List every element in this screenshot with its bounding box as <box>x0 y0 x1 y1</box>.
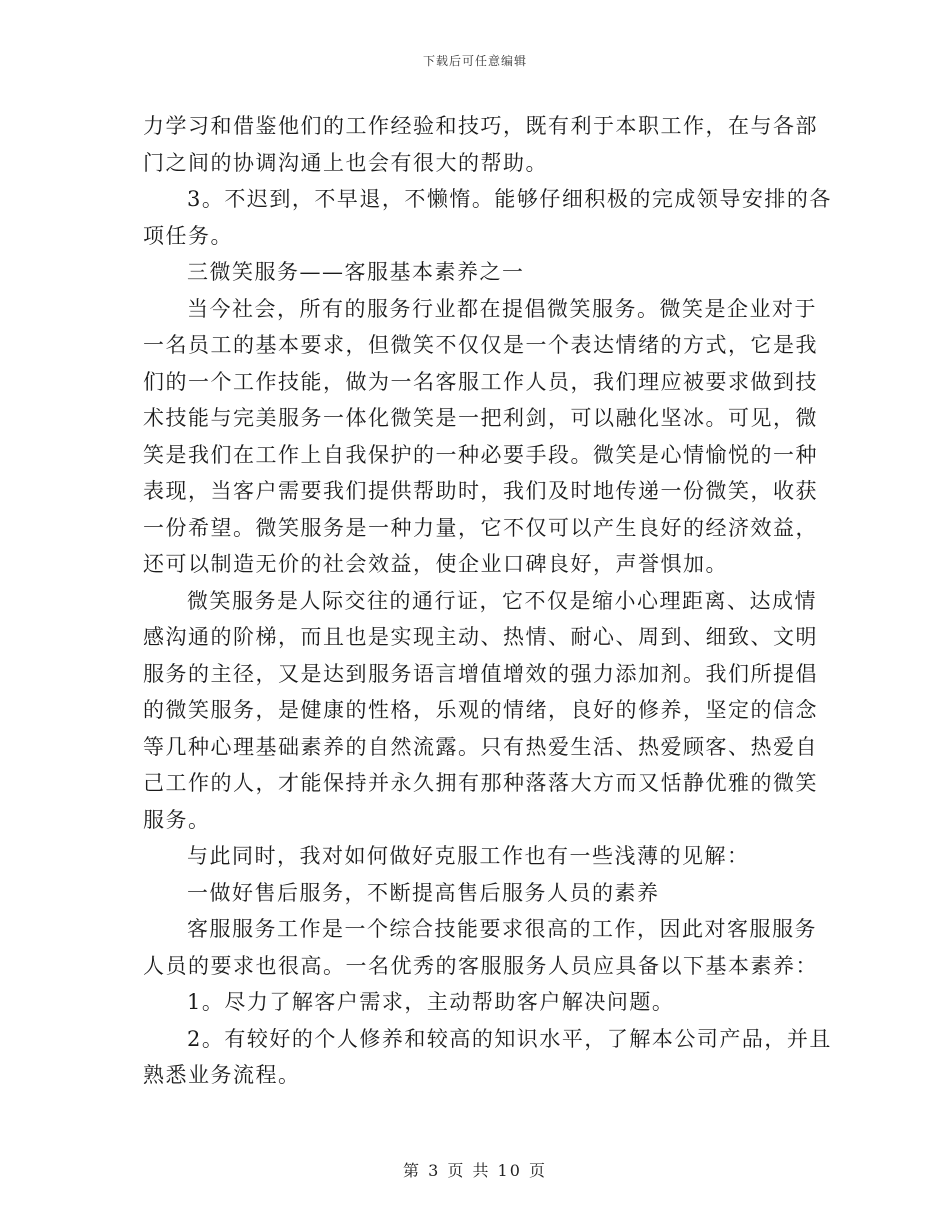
document-body <box>143 108 832 1094</box>
page-header: 下载后可任意编辑 <box>422 54 527 68</box>
text-line: 2。有较好的个人修养和较高的知识水平，了解本公司产品，并且 <box>187 1026 832 1051</box>
page-footer: 第 3 页 共 10 页 <box>403 1161 547 1180</box>
text-line: 门之间的协调沟通上也会有很大的帮助。 <box>143 150 548 175</box>
paragraph-5 <box>143 838 808 875</box>
text-line: 服务。 <box>143 807 211 832</box>
text-line: 客服服务工作是一个综合技能要求很高的工作，因此对客服服务 <box>187 917 817 941</box>
paragraph-2 <box>143 181 832 254</box>
text-line: 还可以制造无价的社会效益，使企业口碑良好，声誉惧加。 <box>143 552 728 576</box>
paragraph-4 <box>143 583 818 839</box>
text-line: 笑是我们在工作上自我保护的一种必要手段。微笑是心情愉悦的一种 <box>143 442 818 467</box>
text-line: 三微笑服务——客服基本素养之一 <box>187 260 525 284</box>
text-line: 项任务。 <box>143 223 233 248</box>
text-line: 与此同时，我对如何做好克服工作也有一些浅薄的见解： <box>187 844 750 868</box>
text-line: 感沟通的阶梯，而且也是实现主动、热情、耐心、周到、细致、文明 <box>143 625 818 649</box>
list-item-1 <box>143 984 808 1021</box>
text-line: 等几种心理基础素养的自然流露。只有热爱生活、热爱顾客、热爱自 <box>143 734 818 759</box>
text-line: 服务的主径，又是达到服务语言增值增效的强力添加剂。我们所提倡 <box>143 661 818 686</box>
paragraph-6 <box>143 911 818 984</box>
text-line: 一名员工的基本要求，但微笑不仅仅是一个表达情绪的方式，它是我 <box>143 333 818 357</box>
text-line: 1。尽力了解客户需求，主动帮助客户解决问题。 <box>187 990 675 1014</box>
text-line: 一做好售后服务，不断提高售后服务人员的素养 <box>187 880 660 905</box>
text-line: 一份希望。微笑服务是一种力量，它不仅可以产生良好的经济效益， <box>143 515 818 540</box>
paragraph-1 <box>143 108 818 181</box>
list-item-2 <box>143 1021 832 1094</box>
text-line: 的微笑服务，是健康的性格，乐观的情绪，良好的修养，坚定的信念 <box>143 698 818 722</box>
text-line: 术技能与完美服务一体化微笑是一把利剑，可以融化坚冰。可见，微 <box>143 406 818 430</box>
text-line: 表现，当客户需要我们提供帮助时，我们及时地传递一份微笑，收获 <box>143 479 818 503</box>
paragraph-3 <box>143 291 818 583</box>
text-line: 人员的要求也很高。一名优秀的客服服务人员应具备以下基本素养： <box>143 953 818 978</box>
subsection-heading <box>143 875 808 912</box>
section-heading <box>143 254 808 291</box>
text-line: 己工作的人，才能保持并永久拥有那种落落大方而又恬静优雅的微笑 <box>143 771 818 795</box>
text-line: 3。不迟到，不早退，不懒惰。能够仔细积极的完成领导安排的各 <box>187 187 832 211</box>
text-line: 熟悉业务流程。 <box>143 1063 301 1087</box>
text-line: 微笑服务是人际交往的通行证，它不仅是缩小心理距离、达成情 <box>187 588 817 613</box>
text-line: 们的一个工作技能，做为一名客服工作人员，我们理应被要求做到技 <box>143 369 818 394</box>
text-line: 力学习和借鉴他们的工作经验和技巧，既有利于本职工作，在与各部 <box>143 114 818 138</box>
text-line: 当今社会，所有的服务行业都在提倡微笑服务。微笑是企业对于 <box>187 296 817 321</box>
